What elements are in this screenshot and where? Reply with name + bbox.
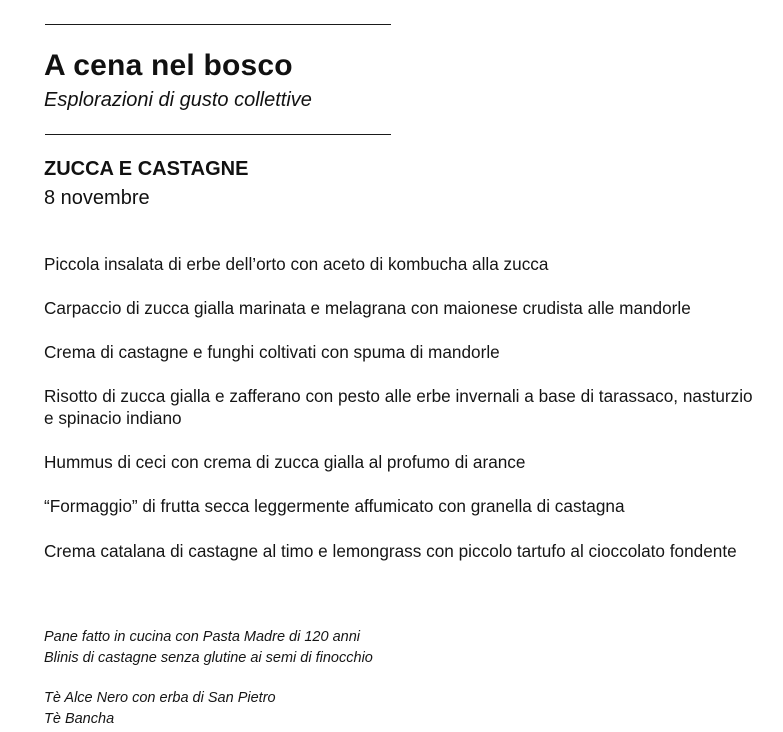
menu-dish: Crema catalana di castagne al timo e lemongrass con piccolo tartufo al cioccolato fondente: [44, 541, 737, 561]
top-divider: [45, 24, 391, 25]
menu-dish: Hummus di ceci con crema di zucca gialla al profumo di arance: [44, 452, 526, 472]
event-theme: ZUCCA E CASTAGNE: [44, 158, 249, 180]
menu-dish: Carpaccio di zucca gialla marinata e melagrana con maionese crudista alle mandorle: [44, 298, 691, 318]
menu-dish: Risotto di zucca gialla e zafferano con pesto alle erbe invernali a base di tarassaco, nasturzio e spinacio indiano: [44, 386, 753, 428]
tea-notes: [44, 688, 644, 730]
bread-line: Blinis di castagne senza glutine ai semi di finocchio: [44, 650, 373, 666]
menu-dish: “Formaggio” di frutta secca leggermente affumicato con granella di castagna: [44, 496, 625, 516]
header-divider: [45, 134, 391, 135]
tea-line: Tè Alce Nero con erba di San Pietro: [44, 690, 276, 706]
event-date: 8 novembre: [44, 187, 150, 209]
page-title: A cena nel bosco: [44, 49, 293, 82]
bread-notes: [44, 627, 644, 669]
menu-dish: Piccola insalata di erbe dell’orto con aceto di kombucha alla zucca: [44, 254, 549, 274]
menu-dish: Crema di castagne e funghi coltivati con spuma di mandorle: [44, 342, 500, 362]
tea-line: Tè Bancha: [44, 711, 115, 727]
bread-line: Pane fatto in cucina con Pasta Madre di 120 anni: [44, 629, 360, 645]
page-subtitle: Esplorazioni di gusto collettive: [44, 89, 312, 111]
